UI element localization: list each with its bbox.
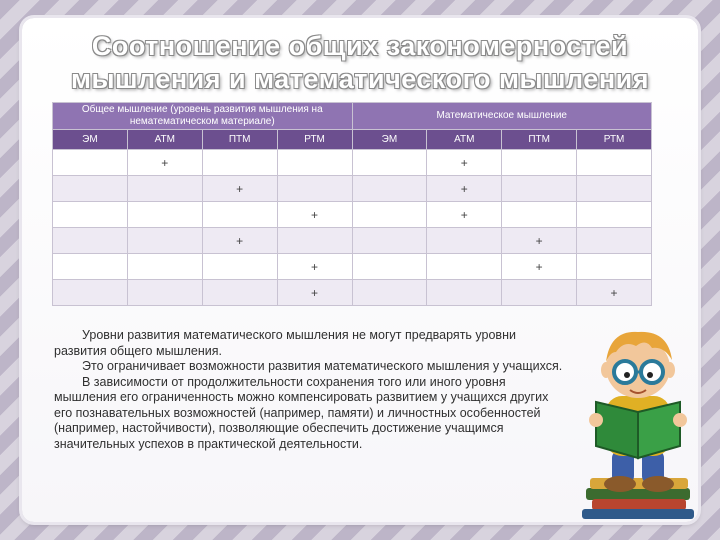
table-cell: [127, 254, 202, 280]
table-row: [53, 176, 652, 202]
table-row: [53, 202, 652, 228]
table-cell: +: [502, 254, 577, 280]
table-cell: [352, 176, 427, 202]
table-cell: [502, 202, 577, 228]
table-cell: +: [277, 280, 352, 306]
table-row: [53, 254, 652, 280]
table-cell: [127, 176, 202, 202]
table-cell: [577, 150, 652, 176]
table-cell: +: [427, 176, 502, 202]
table-cell: [202, 202, 277, 228]
table-cell: [53, 280, 128, 306]
table-cell: [127, 228, 202, 254]
table-cell: [53, 176, 128, 202]
table-cell: [577, 202, 652, 228]
group-header-general: Общее мышление (уровень развития мышления на нематематическом материале): [53, 103, 353, 130]
column-header: РТМ: [577, 130, 652, 150]
table-cell: [352, 280, 427, 306]
group-header-math: Математическое мышление: [352, 103, 652, 130]
table-cell: [127, 202, 202, 228]
table-row: [53, 228, 652, 254]
table-cell: [277, 176, 352, 202]
body-text: [54, 328, 564, 452]
table-cell: [352, 254, 427, 280]
table-cell: [277, 150, 352, 176]
table-cell: [352, 202, 427, 228]
table-cell: +: [427, 150, 502, 176]
table-cell: [202, 150, 277, 176]
table-cell: +: [277, 254, 352, 280]
table-cell: +: [202, 228, 277, 254]
table-cell: +: [577, 280, 652, 306]
column-header: АТМ: [127, 130, 202, 150]
paragraph: Уровни развития математического мышления не могут предварять уровни развития общего мышления.: [54, 328, 516, 358]
column-header: ПТМ: [202, 130, 277, 150]
table-cell: +: [502, 228, 577, 254]
column-header: АТМ: [427, 130, 502, 150]
table-cell: [577, 176, 652, 202]
column-header: ЭМ: [352, 130, 427, 150]
slide-title: [22, 30, 698, 96]
table-cell: [427, 254, 502, 280]
table-cell: +: [127, 150, 202, 176]
title-line-1: Соотношение общих закономерностей: [91, 31, 629, 61]
paragraph: Это ограничивает возможности развития математического мышления у учащихся.: [82, 359, 563, 373]
table-body: [53, 103, 652, 306]
table-cell: [53, 202, 128, 228]
table-cell: [277, 228, 352, 254]
table-cell: [577, 228, 652, 254]
table-cell: [202, 254, 277, 280]
table-cell: [502, 176, 577, 202]
table-cell: [53, 228, 128, 254]
table-cell: [502, 280, 577, 306]
table-cell: [127, 280, 202, 306]
table-cell: [577, 254, 652, 280]
column-header: ЭМ: [53, 130, 128, 150]
table-cell: [427, 228, 502, 254]
table-cell: [352, 150, 427, 176]
table-row: [53, 280, 652, 306]
table-cell: [427, 280, 502, 306]
table-cell: [352, 228, 427, 254]
table-row: [53, 150, 652, 176]
table-cell: +: [427, 202, 502, 228]
table-cell: +: [202, 176, 277, 202]
column-header: ПТМ: [502, 130, 577, 150]
title-line-2: мышления и математического мышления: [71, 64, 649, 94]
table-cell: [53, 150, 128, 176]
comparison-table: [52, 102, 652, 306]
column-header: РТМ: [277, 130, 352, 150]
table-cell: [202, 280, 277, 306]
group-header-row: [53, 103, 652, 130]
paragraph: В зависимости от продолжительности сохранения того или иного уровня мышления его ограниченность можно компенсировать развитием у учащихся других его познавательных возможностей (например, памяти) и личностных особенностей (например, настойчивости), позволяющие обеспечить достижение учащимся значительных успехов в практической деятельности.: [54, 374, 549, 451]
table-cell: [502, 150, 577, 176]
reading-child-illustration: [572, 312, 704, 524]
table-cell: [53, 254, 128, 280]
table-cell: +: [277, 202, 352, 228]
column-header-row: [53, 130, 652, 150]
